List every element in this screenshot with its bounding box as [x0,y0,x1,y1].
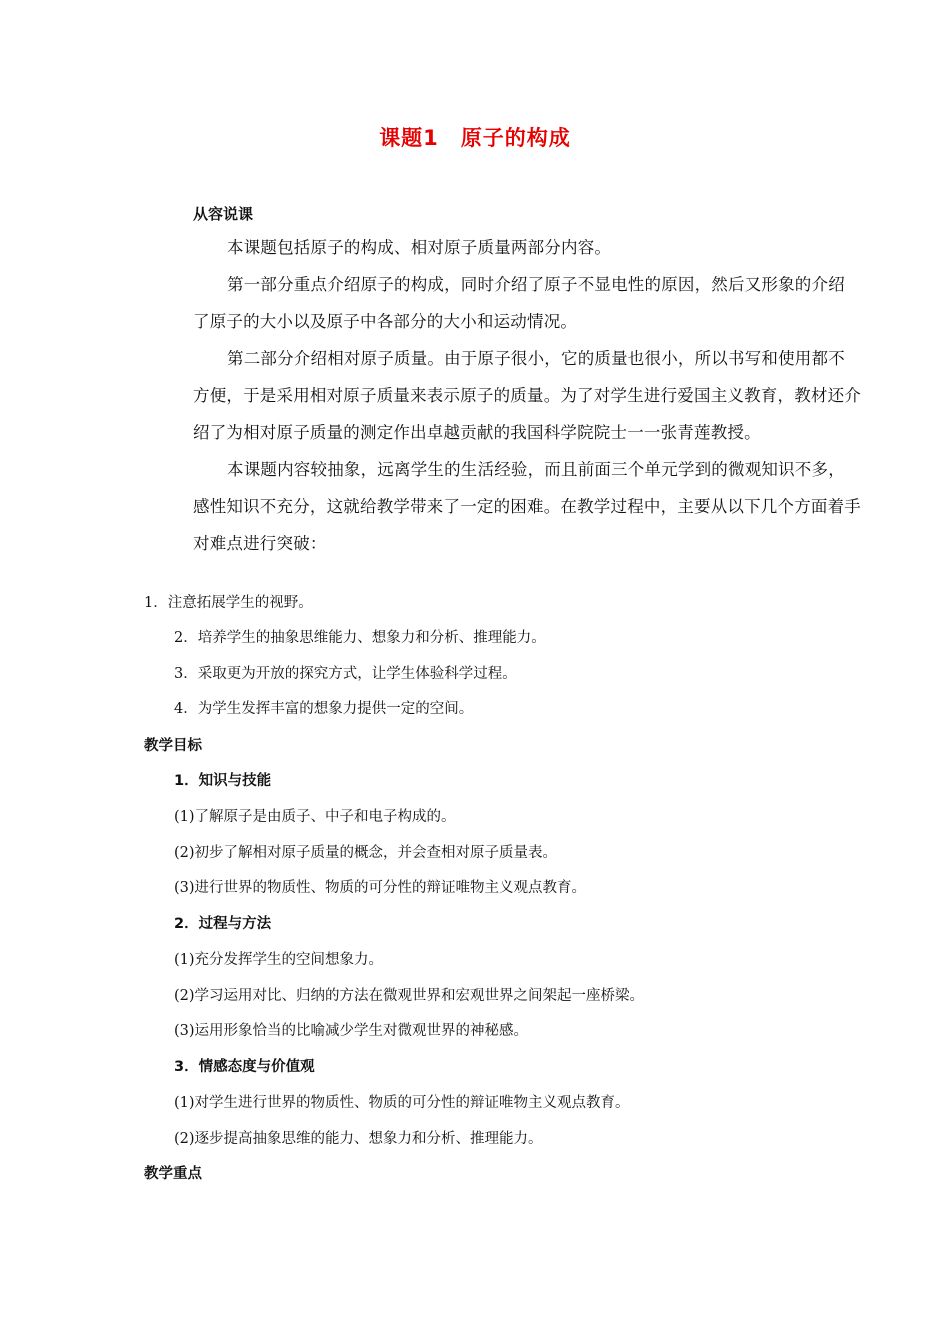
objective-item: (2)学习运用对比、归纳的方法在微观世界和宏观世界之间架起一座桥梁。 [174,988,645,1004]
objective-item: (2)逐步提高抽象思维的能力、想象力和分析、推理能力。 [174,1131,543,1147]
point-3: 3．采取更为开放的探究方式，让学生体验科学过程。 [174,666,517,682]
objective-item: (1)充分发挥学生的空间想象力。 [174,952,384,968]
objective-section-title-2: 2．过程与方法 [174,916,272,932]
objective-item: (3)运用形象恰当的比喻减少学生对微观世界的神秘感。 [174,1023,529,1039]
intro-heading: 从容说课 [193,205,254,223]
page-title [0,122,950,152]
title-text: 原子的构成 [460,126,571,150]
intro-paragraph-2: 第一部分重点介绍原子的构成，同时介绍了原子不显电性的原因，然后又形象的介绍了原子的大小以及原子中各部分的大小和运动情况。 [193,275,845,331]
objective-section-title-1: 1．知识与技能 [174,773,272,789]
objective-item: (1)对学生进行世界的物质性、物质的可分性的辩证唯物主义观点教育。 [174,1095,630,1111]
point-1: 1．注意拓展学生的视野。 [144,595,313,611]
objectives-heading: 教学目标 [144,738,202,754]
point-2: 2．培养学生的抽象思维能力、想象力和分析、推理能力。 [174,630,546,646]
objective-section-title-3: 3．情感态度与价值观 [174,1059,315,1075]
intro-paragraph-1: 本课题包括原子的构成、相对原子质量两部分内容。 [227,238,612,257]
objective-item: (3)进行世界的物质性、物质的可分性的辩证唯物主义观点教育。 [174,880,587,896]
objective-item: (2)初步了解相对原子质量的概念，并会查相对原子质量表。 [174,845,558,861]
point-4: 4．为学生发挥丰富的想象力提供一定的空间。 [174,701,474,717]
objective-item: (1)了解原子是由质子、中子和电子构成的。 [174,809,456,825]
intro-paragraph-4: 本课题内容较抽象，远离学生的生活经验，而且前面三个单元学到的微观知识不多，感性知识不充分，这就给教学带来了一定的困难。在教学过程中，主要从以下几个方面着手对难点进行突破： [193,460,861,553]
key-points-heading: 教学重点 [144,1166,202,1182]
intro-paragraph-3: 第二部分介绍相对原子质量。由于原子很小，它的质量也很小，所以书写和使用都不方便，于是采用相对原子质量来表示原子的质量。为了对学生进行爱国主义教育，教材还介绍了为相对原子质量的测定作出卓越贡献的我国科学院院士一一张青莲教授。 [193,349,861,442]
title-number: 课题1 [379,126,439,150]
